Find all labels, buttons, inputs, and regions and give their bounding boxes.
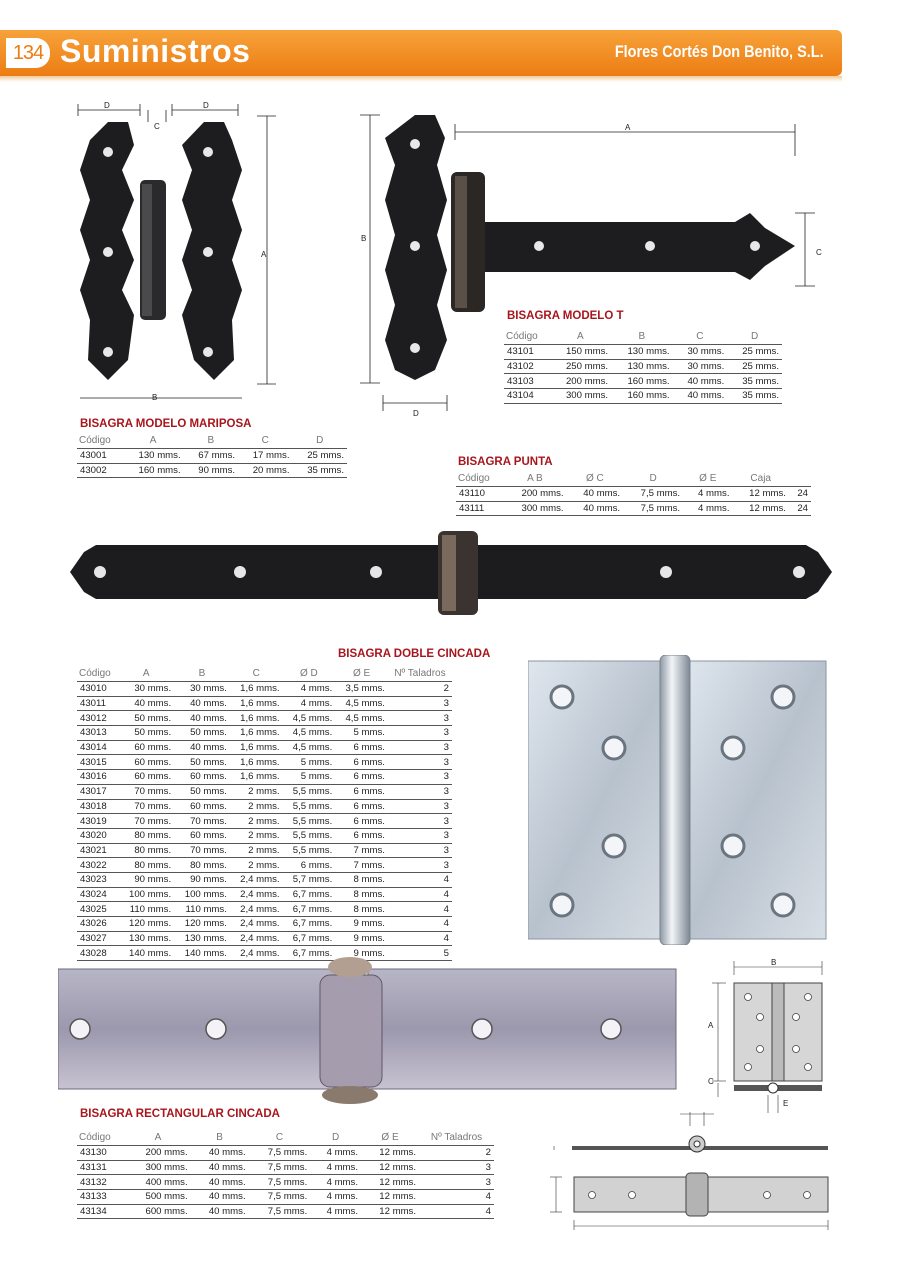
table-row — [77, 843, 452, 858]
table-cell: 12 mms. — [361, 1190, 419, 1205]
table-cell: 6,7 mms. — [283, 887, 336, 902]
col-header: C — [261, 435, 269, 446]
table-row — [77, 770, 452, 785]
table-cell: 6 mms. — [335, 828, 388, 843]
table-cell: 43022 — [77, 858, 118, 873]
t-dim-label-b: B — [361, 234, 367, 243]
table-cell: 43012 — [77, 711, 118, 726]
table-row: 43110 200 mms. 40 mms. 7,5 mms. 4 mms. 12 mms. 24 — [456, 487, 811, 502]
table-cell: 43018 — [77, 799, 118, 814]
table-cell: 70 mms. — [174, 814, 230, 829]
col-header: Código — [458, 473, 490, 484]
doble-technical-drawing — [698, 955, 828, 1115]
table-cell: 1,6 mms. — [230, 740, 283, 755]
page-number: 134 — [6, 38, 50, 68]
table-row: 43001 130 mms. 67 mms. 17 mms. 25 mms. — [77, 449, 347, 464]
table-cell: 43010 — [77, 682, 118, 697]
table-cell: 4 — [388, 931, 452, 946]
table-cell: 6 mms. — [335, 755, 388, 770]
table-cell: 5,5 mms. — [283, 843, 336, 858]
table-cell: 2 mms. — [230, 843, 283, 858]
table-cell: 100 mms. — [118, 887, 174, 902]
col-header: Nº Taladros — [430, 1132, 483, 1143]
table-cell: 1,6 mms. — [230, 696, 283, 711]
table-cell: 3 — [388, 858, 452, 873]
table-cell: 3 — [388, 799, 452, 814]
table-cell: 12 mms. — [361, 1204, 419, 1219]
col-header: C — [275, 1132, 284, 1143]
table-cell: 3 — [388, 843, 452, 858]
punta-title: BISAGRA PUNTA — [458, 456, 553, 468]
rectangular-table — [77, 1130, 494, 1219]
rectangular-technical-drawing — [540, 1100, 840, 1230]
table-cell: 3 — [419, 1160, 494, 1175]
table-cell: 43017 — [77, 784, 118, 799]
table-cell: 6,7 mms. — [283, 902, 336, 917]
table-cell: 4 mms. — [310, 1190, 361, 1205]
table-cell: 2 mms. — [230, 814, 283, 829]
table-cell: 2 mms. — [230, 858, 283, 873]
table-cell: 43020 — [77, 828, 118, 843]
table-cell: 400 mms. — [125, 1175, 190, 1190]
table-row: 43104 300 mms. 160 mms. 40 mms. 35 mms. — [504, 389, 782, 404]
table-cell: 4 mms. — [310, 1146, 361, 1161]
rectangular-title: BISAGRA RECTANGULAR CINCADA — [80, 1108, 280, 1120]
dim-label-d-left: D — [104, 101, 110, 110]
col-header: Código — [506, 331, 538, 342]
table-cell: 5,7 mms. — [283, 872, 336, 887]
table-row — [77, 784, 452, 799]
table-cell: 300 mms. — [125, 1160, 190, 1175]
table-cell: 2,4 mms. — [230, 887, 283, 902]
table-cell: 1,6 mms. — [230, 711, 283, 726]
table-cell: 140 mms. — [174, 946, 230, 961]
dim-label-d-right: D — [203, 101, 209, 110]
tech-dim-label-e: E — [783, 1099, 789, 1108]
col-header: C — [696, 331, 704, 342]
table-cell: 90 mms. — [174, 872, 230, 887]
table-cell: 80 mms. — [118, 858, 174, 873]
table-cell: 120 mms. — [174, 917, 230, 932]
table-cell: 43011 — [77, 696, 118, 711]
table-cell: 5,5 mms. — [283, 799, 336, 814]
tech-dim-label-c: C — [708, 1077, 714, 1086]
col-header: D — [316, 435, 324, 446]
table-row — [77, 887, 452, 902]
table-cell: 100 mms. — [174, 887, 230, 902]
table-row — [77, 711, 452, 726]
table-cell: 40 mms. — [191, 1204, 249, 1219]
table-row — [77, 872, 452, 887]
table-cell: 50 mms. — [174, 726, 230, 741]
table-cell: 4 mms. — [310, 1204, 361, 1219]
table-cell: 4,5 mms. — [283, 711, 336, 726]
table-cell: 3 — [388, 740, 452, 755]
table-cell: 40 mms. — [191, 1190, 249, 1205]
table-cell: 7,5 mms. — [249, 1146, 311, 1161]
table-cell: 140 mms. — [118, 946, 174, 961]
table-cell: 70 mms. — [118, 784, 174, 799]
table-row — [77, 1190, 494, 1205]
table-cell: 60 mms. — [174, 828, 230, 843]
table-cell: 7,5 mms. — [249, 1175, 311, 1190]
table-cell: 6,7 mms. — [283, 946, 336, 961]
col-header: A — [154, 1132, 162, 1143]
table-row — [77, 1146, 494, 1161]
table-cell: 4 — [388, 902, 452, 917]
table-cell: 50 mms. — [174, 755, 230, 770]
col-header: D — [751, 331, 759, 342]
table-cell: 2,4 mms. — [230, 931, 283, 946]
table-cell: 3 — [419, 1175, 494, 1190]
table-row — [77, 902, 452, 917]
table-cell: 43015 — [77, 755, 118, 770]
table-cell: 70 mms. — [118, 799, 174, 814]
table-cell: 7 mms. — [335, 858, 388, 873]
dim-label-a: A — [261, 250, 267, 259]
table-cell: 40 mms. — [191, 1175, 249, 1190]
col-header: A B — [527, 473, 543, 484]
table-cell: 8 mms. — [335, 872, 388, 887]
table-row — [77, 917, 452, 932]
table-cell: 3,5 mms. — [335, 682, 388, 697]
doble-table — [77, 666, 452, 961]
col-header: Código — [79, 668, 111, 679]
table-cell: 7,5 mms. — [249, 1204, 311, 1219]
col-header: Nº Taladros — [394, 668, 446, 679]
table-cell: 12 mms. — [361, 1146, 419, 1161]
col-header: C — [252, 668, 260, 679]
table-cell: 43132 — [77, 1175, 125, 1190]
table-cell: 43013 — [77, 726, 118, 741]
table-cell: 2 mms. — [230, 828, 283, 843]
table-cell: 7,5 mms. — [249, 1190, 311, 1205]
table-cell: 6 mms. — [335, 770, 388, 785]
table-cell: 6 mms. — [335, 799, 388, 814]
table-cell: 12 mms. — [361, 1160, 419, 1175]
table-row — [77, 755, 452, 770]
table-cell: 2 mms. — [230, 799, 283, 814]
table-cell: 50 mms. — [118, 726, 174, 741]
doble-title: BISAGRA DOBLE CINCADA — [338, 648, 491, 660]
table-cell: 43019 — [77, 814, 118, 829]
table-cell: 5 mms. — [335, 726, 388, 741]
table-cell: 2 mms. — [230, 784, 283, 799]
table-cell: 43134 — [77, 1204, 125, 1219]
col-header: B — [638, 331, 646, 342]
table-cell: 4 mms. — [310, 1160, 361, 1175]
table-cell: 43016 — [77, 770, 118, 785]
table-cell: 3 — [388, 770, 452, 785]
company-name: Flores Cortés Don Benito, S.L. — [615, 42, 824, 61]
table-cell: 50 mms. — [174, 784, 230, 799]
table-cell: 1,6 mms. — [230, 726, 283, 741]
table-row — [77, 740, 452, 755]
table-cell: 5,5 mms. — [283, 784, 336, 799]
tech-dim-label-a: A — [708, 1021, 714, 1030]
table-cell: 4 — [388, 872, 452, 887]
col-header: Caja — [750, 473, 771, 484]
table-cell: 1,6 mms. — [230, 770, 283, 785]
table-cell: 70 mms. — [118, 814, 174, 829]
table-cell: 1,6 mms. — [230, 682, 283, 697]
col-header: A — [149, 435, 157, 446]
modelo-t-title: BISAGRA MODELO T — [507, 310, 624, 322]
tech-dim-label-b: B — [771, 958, 777, 967]
table-cell: 40 mms. — [174, 740, 230, 755]
col-header: Ø D — [300, 668, 318, 679]
table-cell: 3 — [388, 696, 452, 711]
table-cell: 6 mms. — [335, 814, 388, 829]
col-header: B — [216, 1132, 223, 1143]
table-cell: 7 mms. — [335, 843, 388, 858]
table-row: 43102 250 mms. 130 mms. 30 mms. 25 mms. — [504, 359, 782, 374]
t-dim-label-c: C — [816, 248, 822, 257]
table-cell: 12 mms. — [361, 1175, 419, 1190]
page-title: Suministros — [60, 33, 251, 69]
table-cell: 60 mms. — [174, 770, 230, 785]
table-row — [77, 1175, 494, 1190]
table-cell: 8 mms. — [335, 902, 388, 917]
table-cell: 2,4 mms. — [230, 917, 283, 932]
table-cell: 3 — [388, 726, 452, 741]
table-cell: 43131 — [77, 1160, 125, 1175]
table-cell: 4 mms. — [283, 682, 336, 697]
table-row — [77, 858, 452, 873]
col-header: D — [332, 1132, 340, 1143]
table-cell: 80 mms. — [174, 858, 230, 873]
table-cell: 110 mms. — [174, 902, 230, 917]
table-cell: 43021 — [77, 843, 118, 858]
mariposa-hinge-illustration — [70, 100, 290, 400]
table-cell: 2,4 mms. — [230, 872, 283, 887]
table-row — [77, 682, 452, 697]
table-cell: 6,7 mms. — [283, 917, 336, 932]
table-cell: 130 mms. — [174, 931, 230, 946]
table-cell: 30 mms. — [118, 682, 174, 697]
table-cell: 3 — [388, 711, 452, 726]
table-cell: 5 mms. — [283, 770, 336, 785]
table-cell: 9 mms. — [335, 931, 388, 946]
table-cell: 4 — [419, 1204, 494, 1219]
table-row — [77, 828, 452, 843]
table-cell: 4 — [388, 887, 452, 902]
table-row: 43101 150 mms. 130 mms. 30 mms. 25 mms. — [504, 345, 782, 360]
table-cell: 8 mms. — [335, 887, 388, 902]
table-cell: 1,6 mms. — [230, 755, 283, 770]
table-cell: 6,7 mms. — [283, 931, 336, 946]
col-header: B — [198, 668, 206, 679]
table-cell: 40 mms. — [174, 696, 230, 711]
col-header: Ø E — [352, 668, 371, 679]
col-header: Código — [79, 435, 111, 446]
table-cell: 4 — [419, 1190, 494, 1205]
table-cell: 4,5 mms. — [283, 726, 336, 741]
table-cell: 4 mms. — [283, 696, 336, 711]
mariposa-title: BISAGRA MODELO MARIPOSA — [80, 418, 252, 430]
table-row — [77, 931, 452, 946]
punta-hinge-illustration — [66, 527, 836, 617]
table-cell: 7,5 mms. — [249, 1160, 311, 1175]
table-cell: 2 — [388, 682, 452, 697]
table-cell: 6 mms. — [335, 784, 388, 799]
table-cell: 6 mms. — [335, 740, 388, 755]
col-header: Código — [79, 1132, 111, 1143]
table-cell: 2,4 mms. — [230, 946, 283, 961]
table-row: 43103 200 mms. 160 mms. 40 mms. 35 mms. — [504, 374, 782, 389]
table-cell: 9 mms. — [335, 946, 388, 961]
table-cell: 43023 — [77, 872, 118, 887]
col-header: A — [142, 668, 150, 679]
table-cell: 80 mms. — [118, 843, 174, 858]
table-cell: 80 mms. — [118, 828, 174, 843]
table-cell: 30 mms. — [174, 682, 230, 697]
table-cell: 120 mms. — [118, 917, 174, 932]
table-cell: 3 — [388, 828, 452, 843]
modelo-t-table — [504, 329, 782, 404]
table-cell: 60 mms. — [174, 799, 230, 814]
table-cell: 60 mms. — [118, 740, 174, 755]
table-cell: 110 mms. — [118, 902, 174, 917]
col-header: A — [577, 331, 584, 342]
table-cell: 500 mms. — [125, 1190, 190, 1205]
table-cell: 40 mms. — [191, 1160, 249, 1175]
table-cell: 40 mms. — [118, 696, 174, 711]
col-header: Ø C — [585, 473, 604, 484]
table-cell: 40 mms. — [191, 1146, 249, 1161]
table-cell: 90 mms. — [118, 872, 174, 887]
table-cell: 43028 — [77, 946, 118, 961]
table-cell: 43027 — [77, 931, 118, 946]
table-row — [77, 726, 452, 741]
table-cell: 600 mms. — [125, 1204, 190, 1219]
table-cell: 50 mms. — [118, 711, 174, 726]
table-cell: 4 — [388, 917, 452, 932]
table-cell: 60 mms. — [118, 755, 174, 770]
table-cell: 43025 — [77, 902, 118, 917]
t-dim-label-a: A — [625, 123, 631, 132]
table-row: 43002 160 mms. 90 mms. 20 mms. 35 mms. — [77, 463, 347, 478]
table-cell: 4,5 mms. — [335, 711, 388, 726]
mariposa-table — [77, 433, 347, 478]
table-row — [77, 1204, 494, 1219]
table-cell: 43024 — [77, 887, 118, 902]
table-cell: 2,4 mms. — [230, 902, 283, 917]
table-cell: 43130 — [77, 1146, 125, 1161]
header-shadow — [0, 76, 842, 82]
table-cell: 200 mms. — [125, 1146, 190, 1161]
table-cell: 2 — [419, 1146, 494, 1161]
table-row — [77, 696, 452, 711]
table-cell: 43026 — [77, 917, 118, 932]
table-cell: 60 mms. — [118, 770, 174, 785]
table-cell: 43133 — [77, 1190, 125, 1205]
t-dim-label-d: D — [413, 409, 419, 418]
table-cell: 4,5 mms. — [283, 740, 336, 755]
table-row — [77, 1160, 494, 1175]
table-cell: 9 mms. — [335, 917, 388, 932]
table-cell: 5 mms. — [283, 755, 336, 770]
table-cell: 5 — [388, 946, 452, 961]
table-cell: 40 mms. — [174, 711, 230, 726]
table-cell: 5,5 mms. — [283, 828, 336, 843]
table-cell: 3 — [388, 755, 452, 770]
col-header: Ø E — [381, 1132, 399, 1143]
table-cell: 4 mms. — [310, 1175, 361, 1190]
col-header: D — [649, 473, 657, 484]
table-cell: 130 mms. — [118, 931, 174, 946]
table-row — [77, 799, 452, 814]
col-header: B — [207, 435, 215, 446]
table-cell: 5,5 mms. — [283, 814, 336, 829]
table-cell: 3 — [388, 784, 452, 799]
table-cell: 43014 — [77, 740, 118, 755]
table-cell: 6 mms. — [283, 858, 336, 873]
doble-hinge-illustration — [528, 655, 828, 945]
rectangular-hinge-illustration — [58, 955, 678, 1105]
table-cell: 4,5 mms. — [335, 696, 388, 711]
table-row: 43111 300 mms. 40 mms. 7,5 mms. 4 mms. 12 mms. 24 — [456, 501, 811, 516]
punta-table — [456, 471, 811, 516]
table-row — [77, 814, 452, 829]
col-header: Ø E — [699, 473, 717, 484]
table-cell: 3 — [388, 814, 452, 829]
dim-label-b: B — [152, 393, 158, 402]
dim-label-c: C — [154, 122, 160, 131]
table-cell: 70 mms. — [174, 843, 230, 858]
